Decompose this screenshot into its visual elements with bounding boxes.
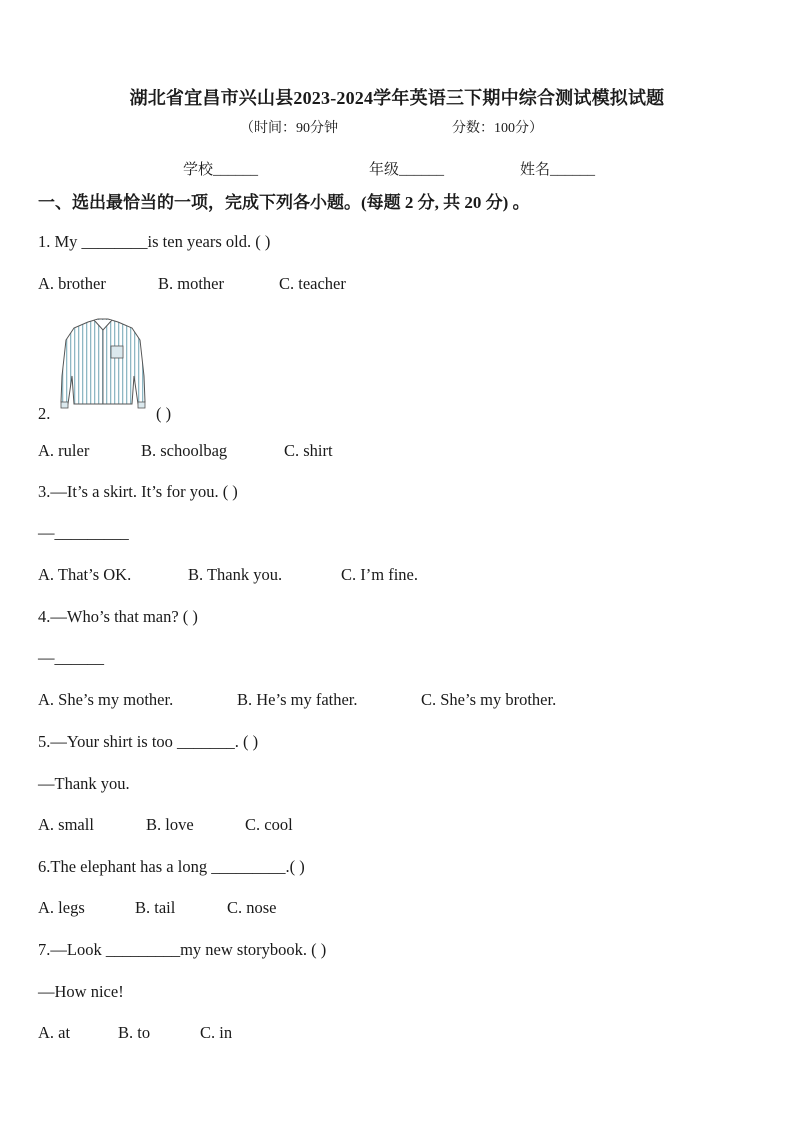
- question-7-answer-line: —How nice!: [38, 982, 124, 1001]
- question-4-option-a: A. She’s my mother.: [38, 690, 174, 709]
- question-6-stem: 6.The elephant has a long _________.( ): [38, 857, 305, 876]
- question-1-stem: 1. My ________is ten years old. ( ): [38, 232, 271, 251]
- question-2-paren: ( ): [156, 404, 172, 423]
- question-7-option-a: A. at: [38, 1023, 71, 1042]
- exam-time: （时间：90分钟: [240, 121, 338, 136]
- question-2-option-c: C. shirt: [284, 441, 333, 460]
- question-2-option-a: A. ruler: [38, 441, 90, 460]
- name-field: 姓名______: [520, 162, 596, 178]
- school-field: 学校______: [183, 162, 259, 178]
- question-2-option-b: B. schoolbag: [141, 441, 228, 460]
- exam-score: 分数：100分）: [452, 121, 543, 136]
- question-4-stem: 4.—Who’s that man? ( ): [38, 607, 198, 626]
- question-2-stem: 2.: [38, 404, 51, 423]
- question-3-option-b: B. Thank you.: [188, 565, 283, 584]
- question-7-option-c: C. in: [200, 1023, 233, 1042]
- question-1-option-c: C. teacher: [279, 274, 346, 293]
- question-5-option-a: A. small: [38, 815, 94, 834]
- question-4-answer-line: —______: [38, 648, 104, 667]
- question-3-option-a: A. That’s OK.: [38, 565, 132, 584]
- question-6-option-a: A. legs: [38, 898, 85, 917]
- section-heading: 一、选出最恰当的一项，完成下列各小题。(每题 2 分, 共 20 分) 。: [38, 193, 530, 212]
- question-5-option-c: C. cool: [245, 815, 293, 834]
- question-4-option-b: B. He’s my father.: [237, 690, 358, 709]
- question-6-option-b: B. tail: [135, 898, 176, 917]
- question-7-stem: 7.—Look _________my new storybook. ( ): [38, 940, 327, 959]
- shirt-icon: [58, 316, 148, 414]
- question-3-stem: 3.—It’s a skirt. It’s for you. ( ): [38, 482, 238, 501]
- question-1-option-a: A. brother: [38, 274, 106, 293]
- question-5-option-b: B. love: [146, 815, 194, 834]
- question-3-option-c: C. I’m fine.: [341, 565, 418, 584]
- question-5-answer-line: —Thank you.: [38, 774, 130, 793]
- question-7-option-b: B. to: [118, 1023, 151, 1042]
- question-4-option-c: C. She’s my brother.: [421, 690, 557, 709]
- question-6-option-c: C. nose: [227, 898, 277, 917]
- question-1-option-b: B. mother: [158, 274, 224, 293]
- question-5-stem: 5.—Your shirt is too _______. ( ): [38, 732, 259, 751]
- grade-field: 年级______: [369, 162, 445, 178]
- question-3-answer-line: —_________: [38, 523, 129, 542]
- exam-title: 湖北省宜昌市兴山县2023-2024学年英语三下期中综合测试模拟试题: [129, 88, 665, 108]
